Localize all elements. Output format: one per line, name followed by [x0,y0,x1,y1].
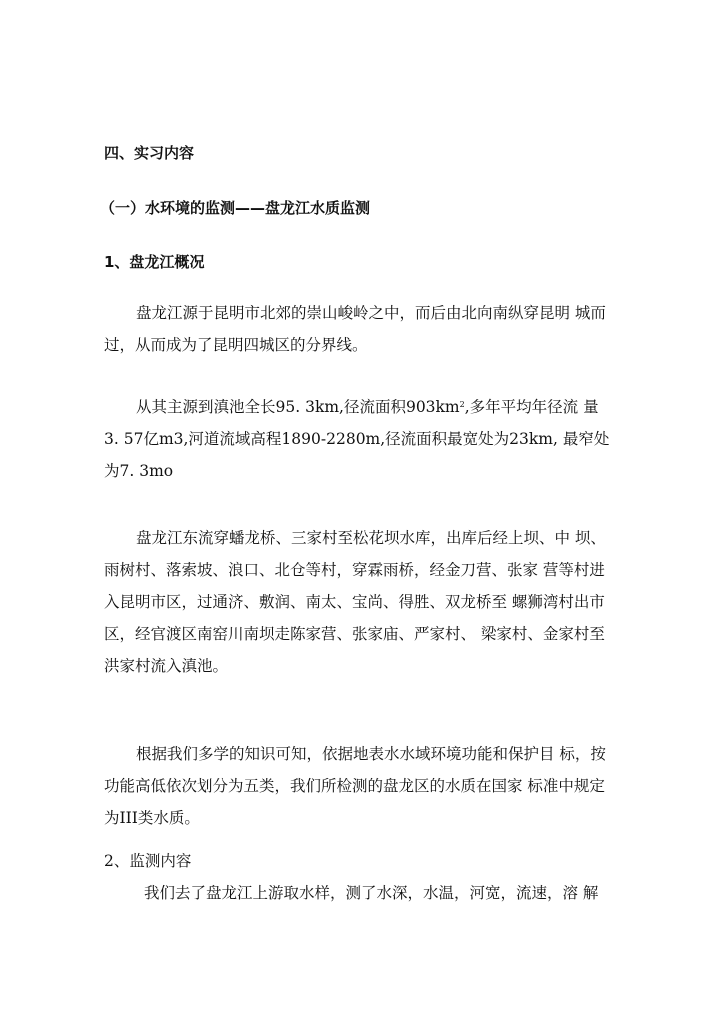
paragraph-line: 过，从而成为了昆明四城区的分界线。 [104,336,368,354]
item2-title: 2、监测内容 [104,852,192,870]
subsection-title: （一）水环境的监测——盘龙江水质监测 [100,199,371,217]
paragraph-line: 入昆明市区，过通济、敷润、南太、宝尚、得胜、双龙桥至 螺狮湾村出市 [104,593,605,611]
paragraph-line: 为III类水质。 [104,809,200,827]
paragraph-line: 我们去了盘龙江上游取水样，测了水深，水温，河宽，流速，溶 解 [144,884,599,902]
paragraph-line: 雨树村、落索坡、浪口、北仓等村，穿霖雨桥，经金刀营、张家 营等村进 [104,561,605,579]
length-text-a: 从其主源到滇池全长95. 3km,径流面积903km [136,398,460,416]
paragraph-route [104,522,628,682]
paragraph-line: 根据我们多学的知识可知，依据地表水水域环境功能和保护目 标，按 [136,745,606,763]
paragraph-overview [104,297,628,361]
paragraph-line: 盘龙江东流穿蟠龙桥、三家村至松花坝水库，出库后经上坝、中 坝、 [136,529,606,547]
length-text-b: ,多年平均年径流 量 [464,398,599,416]
paragraph-monitoring [104,877,628,909]
superscript-2: 2 [459,400,465,409]
section-title: 四、实习内容 [104,144,195,162]
paragraph-line: 为7. 3mo [104,462,174,480]
paragraph-line: 功能高低依次划分为五类，我们所检测的盘龙区的水质在国家 标准中规定 [104,777,605,795]
paragraph-line: 洪家村流入滇池。 [104,657,229,675]
paragraph-classification [104,738,628,834]
item1-title: 1、盘龙江概况 [104,253,205,271]
paragraph-line: 盘龙江源于昆明市北郊的崇山峻岭之中，而后由北向南纵穿昆明 城而 [136,304,606,322]
paragraph-line: 区，经官渡区南窑川南坝走陈家营、张家庙、严家村、 梁家村、金家村至 [104,625,605,643]
paragraph-length [104,391,628,487]
paragraph-line [104,391,628,423]
paragraph-line: 3. 57亿m3,河道流域高程1890-2280m,径流面积最宽处为23km, 最窄处 [104,430,610,448]
